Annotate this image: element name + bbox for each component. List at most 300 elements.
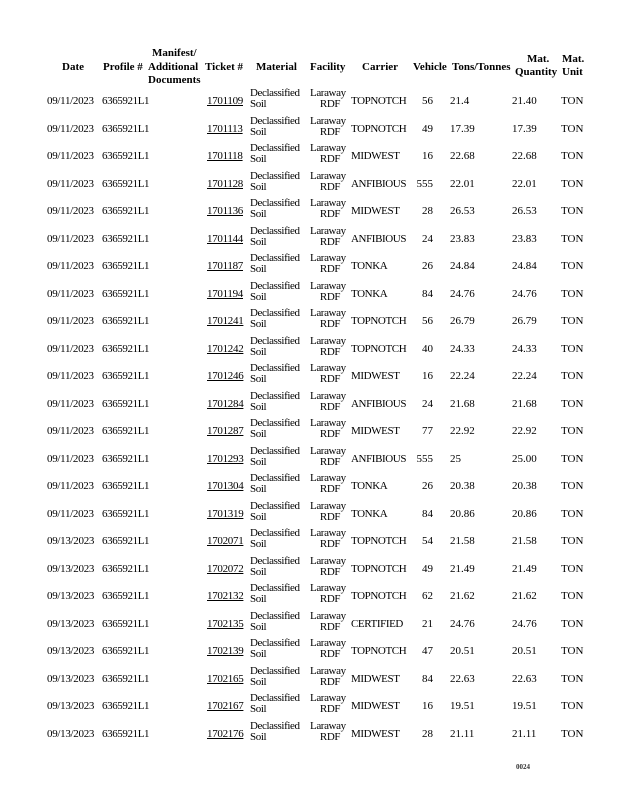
cell-carrier: TONKA [351, 507, 388, 520]
table-row [0, 473, 618, 499]
table-row [0, 528, 618, 554]
cell-quantity: 21.68 [512, 397, 537, 410]
cell-vehicle: 21 [422, 617, 433, 630]
cell-material-line1: Declassified [250, 637, 300, 649]
cell-profile: 6365921L1 [102, 535, 150, 547]
cell-ticket-link[interactable]: 1701304 [207, 480, 244, 492]
cell-date: 09/11/2023 [47, 425, 94, 437]
cell-carrier: MIDWEST [351, 700, 400, 712]
cell-material [250, 171, 300, 193]
cell-profile: 6365921L1 [102, 342, 150, 355]
cell-facility [310, 171, 350, 193]
cell-facility [310, 528, 350, 550]
cell-profile: 6365921L1 [102, 645, 150, 657]
cell-tons: 21.62 [450, 590, 475, 602]
cell-carrier: TOPNOTCH [351, 315, 407, 327]
cell-unit: TON [561, 205, 584, 217]
cell-material-line2: Soil [250, 400, 267, 413]
cell-facility-line2: RDF [319, 428, 341, 440]
cell-unit: TON [561, 232, 584, 245]
table-row [0, 308, 618, 334]
table-row [0, 88, 618, 114]
cell-quantity: 26.53 [512, 205, 537, 217]
cell-profile: 6365921L1 [102, 397, 150, 410]
cell-profile: 6365921L1 [102, 507, 150, 520]
cell-carrier: ANFIBIOUS [351, 232, 407, 245]
cell-carrier: TONKA [351, 260, 388, 272]
table-row [0, 721, 618, 747]
cell-vehicle: 49 [422, 562, 433, 575]
cell-material-line2: Soil [250, 153, 267, 165]
cell-date: 09/13/2023 [47, 562, 95, 575]
cell-profile: 6365921L1 [102, 562, 150, 575]
cell-vehicle: 54 [422, 535, 433, 547]
cell-profile: 6365921L1 [102, 260, 150, 272]
cell-facility-line2: RDF [319, 538, 341, 550]
cell-facility-line1: Laraway [310, 692, 346, 704]
table-row [0, 556, 618, 582]
cell-material [250, 88, 300, 110]
cell-material-line1: Declassified [250, 114, 300, 127]
cell-facility [310, 363, 350, 385]
cell-material-line2: Soil [250, 290, 267, 303]
cell-material-line2: Soil [250, 263, 267, 275]
cell-tons: 24.33 [450, 342, 475, 355]
cell-profile: 6365921L1 [102, 95, 150, 107]
table-row [0, 171, 618, 197]
cell-unit: TON [561, 370, 584, 382]
cell-quantity: 20.51 [512, 645, 537, 657]
cell-tons: 26.53 [450, 205, 475, 217]
cell-quantity: 24.84 [512, 260, 537, 272]
cell-date: 09/13/2023 [47, 535, 95, 547]
cell-ticket-link[interactable]: 1702072 [207, 562, 244, 575]
cell-tons: 21.58 [450, 535, 475, 547]
cell-profile: 6365921L1 [102, 287, 150, 300]
cell-date: 09/11/2023 [47, 122, 94, 135]
table-row [0, 611, 618, 637]
cell-profile: 6365921L1 [102, 150, 150, 162]
cell-ticket-link[interactable]: 1702135 [207, 617, 244, 630]
cell-date: 09/11/2023 [47, 370, 94, 382]
cell-facility [310, 473, 350, 495]
cell-profile: 6365921L1 [102, 452, 150, 465]
cell-facility-line1: Laraway [310, 609, 346, 622]
cell-profile: 6365921L1 [102, 315, 150, 327]
cell-date: 09/11/2023 [47, 260, 94, 272]
cell-ticket-link[interactable]: 1701246 [207, 370, 244, 382]
cell-tons: 20.86 [450, 507, 475, 520]
cell-facility-line2: RDF [319, 125, 341, 138]
cell-vehicle: 84 [422, 287, 433, 300]
cell-tons: 20.51 [450, 645, 475, 657]
cell-date: 09/11/2023 [47, 287, 94, 300]
cell-material-line2: Soil [250, 620, 267, 633]
cell-date: 09/13/2023 [47, 727, 95, 740]
cell-vehicle: 56 [422, 95, 433, 107]
cell-vehicle: 26 [422, 480, 433, 492]
cell-quantity: 19.51 [512, 700, 537, 712]
cell-facility-line2: RDF [319, 208, 341, 220]
cell-quantity: 24.33 [512, 342, 537, 355]
cell-material [250, 336, 300, 358]
cell-carrier: TOPNOTCH [351, 562, 407, 575]
cell-ticket-link[interactable]: 1701144 [207, 232, 243, 245]
cell-facility-line1: Laraway [310, 719, 346, 732]
cell-unit: TON [561, 452, 584, 465]
cell-material-line1: Declassified [250, 472, 300, 484]
cell-carrier: CERTIFIED [351, 617, 403, 630]
cell-date: 09/11/2023 [47, 452, 94, 465]
cell-material [250, 391, 300, 413]
table-row [0, 501, 618, 527]
cell-ticket-link[interactable]: 1702165 [207, 672, 244, 685]
cell-facility-line2: RDF [319, 153, 341, 165]
cell-date: 09/11/2023 [47, 95, 94, 107]
cell-material [250, 143, 300, 165]
table-row [0, 446, 618, 472]
cell-tons: 22.68 [450, 150, 475, 162]
cell-date: 09/11/2023 [47, 177, 94, 190]
cell-material-line1: Declassified [250, 87, 300, 99]
cell-profile: 6365921L1 [102, 700, 150, 712]
cell-date: 09/11/2023 [47, 315, 94, 327]
cell-quantity: 25.00 [512, 452, 537, 465]
cell-facility [310, 446, 350, 468]
cell-material-line1: Declassified [250, 692, 300, 704]
header-tons: Tons/Tonnes [452, 61, 511, 73]
cell-unit: TON [561, 617, 584, 630]
cell-profile: 6365921L1 [102, 177, 150, 190]
cell-carrier: MIDWEST [351, 150, 400, 162]
cell-material [250, 638, 300, 660]
cell-material-line2: Soil [250, 455, 267, 468]
cell-material [250, 501, 300, 523]
cell-facility-line1: Laraway [310, 444, 346, 457]
cell-carrier: ANFIBIOUS [351, 177, 407, 190]
header-carrier: Carrier [362, 61, 399, 73]
cell-material [250, 528, 300, 550]
cell-tons: 21.11 [450, 727, 475, 740]
cell-material-line2: Soil [250, 318, 267, 330]
cell-ticket-link[interactable]: 1702139 [207, 645, 244, 657]
cell-material-line1: Declassified [250, 417, 300, 429]
cell-quantity: 24.76 [512, 617, 537, 630]
cell-ticket-link[interactable]: 1701242 [207, 342, 244, 355]
cell-date: 09/13/2023 [47, 645, 95, 657]
cell-facility-line1: Laraway [310, 114, 346, 127]
cell-facility-line2: RDF [319, 593, 341, 605]
cell-facility-line1: Laraway [310, 582, 346, 594]
cell-material-line2: Soil [250, 648, 267, 660]
cell-facility [310, 308, 350, 330]
cell-tons: 22.24 [450, 370, 475, 382]
cell-material-line2: Soil [250, 593, 267, 605]
cell-tons: 22.92 [450, 425, 475, 437]
cell-facility [310, 198, 350, 220]
cell-material [250, 721, 300, 743]
cell-material [250, 611, 300, 633]
cell-material-line1: Declassified [250, 609, 300, 622]
header-vehicle: Vehicle [413, 61, 447, 73]
cell-facility-line2: RDF [319, 648, 341, 660]
table-row [0, 363, 618, 389]
cell-carrier: MIDWEST [351, 727, 400, 740]
table-row [0, 226, 618, 252]
cell-material-line1: Declassified [250, 334, 300, 347]
cell-facility-line1: Laraway [310, 142, 346, 154]
cell-unit: TON [561, 507, 584, 520]
header-qty-line2: Quantity [515, 66, 558, 78]
cell-profile: 6365921L1 [102, 122, 150, 135]
cell-ticket-link[interactable]: 1702167 [207, 700, 244, 712]
cell-carrier: TOPNOTCH [351, 535, 407, 547]
table-row [0, 281, 618, 307]
header-qty-line1: Mat. [527, 53, 550, 65]
cell-quantity: 23.83 [512, 232, 537, 245]
cell-ticket-link[interactable]: 1702071 [207, 535, 244, 547]
cell-facility-line1: Laraway [310, 169, 346, 182]
cell-material-line1: Declassified [250, 142, 300, 154]
cell-profile: 6365921L1 [102, 232, 150, 245]
cell-unit: TON [561, 260, 584, 272]
table-row [0, 418, 618, 444]
cell-tons: 22.01 [450, 177, 475, 190]
cell-facility-line2: RDF [319, 483, 341, 495]
cell-facility-line2: RDF [319, 98, 341, 110]
cell-date: 09/11/2023 [47, 342, 94, 355]
cell-quantity: 22.92 [512, 425, 537, 437]
cell-quantity: 26.79 [512, 315, 537, 327]
cell-material [250, 308, 300, 330]
cell-ticket-link[interactable]: 1701241 [207, 315, 244, 327]
table-row [0, 143, 618, 169]
cell-facility-line1: Laraway [310, 334, 346, 347]
cell-date: 09/13/2023 [47, 590, 95, 602]
cell-quantity: 20.38 [512, 480, 537, 492]
cell-ticket-link[interactable]: 1701194 [207, 287, 243, 300]
cell-material-line2: Soil [250, 703, 267, 715]
cell-material-line2: Soil [250, 428, 267, 440]
cell-carrier: TOPNOTCH [351, 590, 407, 602]
cell-facility [310, 611, 350, 633]
cell-material [250, 253, 300, 275]
cell-material-line2: Soil [250, 373, 267, 385]
cell-material-line1: Declassified [250, 169, 300, 182]
cell-material-line2: Soil [250, 538, 267, 550]
cell-material [250, 556, 300, 578]
cell-vehicle: 24 [422, 397, 433, 410]
cell-material [250, 693, 300, 715]
cell-date: 09/13/2023 [47, 700, 95, 712]
cell-material-line1: Declassified [250, 444, 300, 457]
cell-vehicle: 49 [422, 122, 433, 135]
cell-carrier: ANFIBIOUS [351, 397, 407, 410]
cell-carrier: TOPNOTCH [351, 95, 407, 107]
cell-unit: TON [561, 287, 584, 300]
cell-material [250, 116, 300, 138]
cell-vehicle: 84 [422, 672, 433, 685]
header-manifest-line1: Manifest/ [152, 47, 197, 59]
cell-profile: 6365921L1 [102, 480, 150, 492]
cell-material-line2: Soil [250, 483, 267, 495]
cell-ticket-link[interactable]: 1702132 [207, 590, 244, 602]
cell-vehicle: 47 [422, 645, 433, 657]
cell-facility-line1: Laraway [310, 252, 346, 264]
cell-tons: 25 [450, 452, 461, 465]
table-row [0, 253, 618, 279]
table-row [0, 116, 618, 142]
cell-date: 09/11/2023 [47, 232, 94, 245]
cell-facility-line2: RDF [319, 510, 341, 523]
cell-tons: 23.83 [450, 232, 475, 245]
cell-facility-line2: RDF [319, 373, 341, 385]
cell-facility-line2: RDF [319, 263, 341, 275]
cell-ticket-link[interactable]: 1701293 [207, 452, 244, 465]
cell-carrier: MIDWEST [351, 672, 400, 685]
cell-facility-line2: RDF [319, 703, 341, 715]
cell-facility-line2: RDF [319, 180, 341, 193]
cell-date: 09/11/2023 [47, 480, 94, 492]
cell-ticket-link[interactable]: 1702176 [207, 727, 244, 740]
cell-material [250, 473, 300, 495]
cell-material-line1: Declassified [250, 224, 300, 237]
cell-profile: 6365921L1 [102, 590, 150, 602]
cell-material-line1: Declassified [250, 554, 300, 567]
cell-vehicle: 16 [422, 150, 433, 162]
cell-facility-line1: Laraway [310, 87, 346, 99]
cell-facility-line1: Laraway [310, 307, 346, 319]
cell-profile: 6365921L1 [102, 205, 150, 217]
cell-tons: 21.68 [450, 397, 475, 410]
cell-date: 09/11/2023 [47, 150, 94, 162]
cell-tons: 21.49 [450, 562, 475, 575]
cell-carrier: ANFIBIOUS [351, 452, 407, 465]
page-number: 0024 [516, 763, 530, 771]
cell-tons: 19.51 [450, 700, 475, 712]
cell-facility-line1: Laraway [310, 499, 346, 512]
cell-material-line2: Soil [250, 208, 267, 220]
cell-quantity: 20.86 [512, 507, 537, 520]
cell-ticket-link[interactable]: 1701187 [207, 260, 243, 272]
cell-unit: TON [561, 315, 584, 327]
cell-facility [310, 638, 350, 660]
cell-facility [310, 281, 350, 303]
cell-ticket-link[interactable]: 1701136 [207, 205, 243, 217]
header-unit-line2: Unit [562, 66, 583, 78]
cell-ticket-link[interactable]: 1701118 [207, 150, 243, 162]
cell-carrier: MIDWEST [351, 370, 400, 382]
table-row [0, 638, 618, 664]
cell-material [250, 446, 300, 468]
cell-facility-line1: Laraway [310, 224, 346, 237]
cell-unit: TON [561, 95, 584, 107]
cell-unit: TON [561, 590, 584, 602]
cell-material-line1: Declassified [250, 197, 300, 209]
cell-facility [310, 666, 350, 688]
cell-material-line2: Soil [250, 345, 267, 358]
header-ticket: Ticket # [205, 61, 243, 73]
cell-vehicle: 26 [422, 260, 433, 272]
header-unit-line1: Mat. [562, 53, 585, 65]
cell-facility-line1: Laraway [310, 554, 346, 567]
cell-material-line1: Declassified [250, 389, 300, 402]
cell-facility [310, 418, 350, 440]
cell-ticket-link[interactable]: 1701284 [207, 397, 244, 410]
cell-ticket-link[interactable]: 1701128 [207, 177, 243, 190]
cell-material [250, 281, 300, 303]
cell-facility-line2: RDF [319, 235, 341, 248]
cell-vehicle: 28 [422, 205, 433, 217]
cell-facility [310, 116, 350, 138]
cell-profile: 6365921L1 [102, 672, 150, 685]
cell-facility-line1: Laraway [310, 527, 346, 539]
cell-facility-line2: RDF [319, 675, 341, 688]
table-row [0, 583, 618, 609]
cell-material-line2: Soil [250, 235, 267, 248]
cell-ticket-link[interactable]: 1701109 [207, 95, 243, 107]
cell-ticket-link[interactable]: 1701319 [207, 507, 244, 520]
cell-quantity: 22.24 [512, 370, 537, 382]
cell-material [250, 583, 300, 605]
cell-tons: 24.76 [450, 287, 475, 300]
cell-facility-line1: Laraway [310, 279, 346, 292]
header-manifest-line3: Documents [148, 74, 201, 86]
cell-facility [310, 556, 350, 578]
cell-tons: 26.79 [450, 315, 475, 327]
cell-facility-line2: RDF [319, 455, 341, 468]
cell-profile: 6365921L1 [102, 425, 150, 437]
cell-material-line1: Declassified [250, 362, 300, 374]
cell-facility-line1: Laraway [310, 664, 346, 677]
cell-ticket-link[interactable]: 1701287 [207, 425, 244, 437]
cell-material-line2: Soil [250, 125, 267, 138]
cell-material-line1: Declassified [250, 582, 300, 594]
cell-unit: TON [561, 727, 584, 740]
cell-facility [310, 88, 350, 110]
cell-unit: TON [561, 425, 584, 437]
cell-facility-line1: Laraway [310, 472, 346, 484]
cell-facility-line1: Laraway [310, 389, 346, 402]
cell-material-line1: Declassified [250, 527, 300, 539]
cell-material [250, 363, 300, 385]
cell-facility-line1: Laraway [310, 417, 346, 429]
cell-unit: TON [561, 480, 584, 492]
cell-facility-line2: RDF [319, 400, 341, 413]
table-row [0, 391, 618, 417]
cell-unit: TON [561, 122, 584, 135]
cell-unit: TON [561, 645, 584, 657]
cell-quantity: 22.63 [512, 672, 537, 685]
cell-vehicle: 555 [416, 177, 433, 190]
table-row [0, 198, 618, 224]
cell-carrier: MIDWEST [351, 425, 400, 437]
cell-vehicle: 77 [422, 425, 433, 437]
cell-facility-line2: RDF [319, 290, 341, 303]
cell-quantity: 21.62 [512, 590, 537, 602]
cell-tons: 20.38 [450, 480, 475, 492]
cell-profile: 6365921L1 [102, 370, 150, 382]
cell-material-line2: Soil [250, 730, 267, 743]
cell-unit: TON [561, 397, 584, 410]
cell-vehicle: 24 [422, 232, 433, 245]
cell-quantity: 17.39 [512, 122, 537, 135]
cell-material [250, 198, 300, 220]
header-manifest-line2: Additional [148, 61, 199, 73]
cell-facility [310, 336, 350, 358]
cell-facility [310, 143, 350, 165]
cell-ticket-link[interactable]: 1701113 [207, 122, 243, 135]
